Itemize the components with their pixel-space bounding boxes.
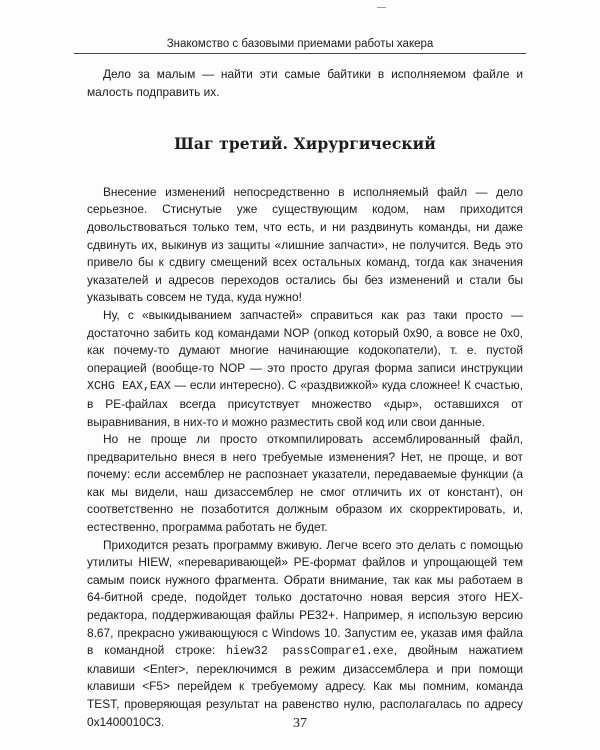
section-heading: Шаг третий. Хирургический <box>174 134 436 154</box>
paragraph-1: Внесение изменений непосредственно в исполняемый файл — дело серьезное. Стиснутые уже существующим кодом, нам приходится довольствоваться только тем, что есть, и ни раздвинуть команды, ни даже сдвинуть их, выкинув из защиты «лишние запчасти», не получится. Ведь это привело бы к сдвигу смещений всех остальных команд, тогда как значения указателей и адресов переходов остались бы без изменений и стали бы указывать совсем не туда, куда нужно! <box>87 184 523 305</box>
paragraph-4-start: Приходится резать программу вживую. Легче всего это делать с помощью утилиты HIEW, «переваривающей» PE-формат файлов и упрощающей тем самым поиск нужного фрагмента. Обрати внимание, так как мы работаем в 64-битной среде, подойдет только достаточно новая версия этого HEX-редактора, поддерживающая файлы PE32+. Например, я использую версию 8.67, прекрасно уживающуюся с Windows 10. Запустим ее, указав имя файла в командной строке: <box>87 537 523 658</box>
intro-paragraph: Дело за малым — найти эти самые байтики в исполняемом файле и малость подправить их. <box>87 67 523 99</box>
code-xchg: XCHG EAX,EAX <box>87 380 171 394</box>
page-number: 37 <box>293 716 307 731</box>
paragraph-3: Но не проще ли просто откомпилировать ассемблированный файл, предварительно внеся в него требуемые изменения? Нет, не проще, и вот почему: если ассемблер не распознает указатели, передаваемые функции (а как мы видели, наш дизассемблер не смог отличить их от констант), он соответственно не позаботится должным образом их скорректировать, и, естественно, программа работать не будет. <box>87 432 523 535</box>
header-divider <box>74 53 526 54</box>
paragraph-4-end: , двойным нажатием клавиши <Enter>, переключимся в режим дизассемблера и при помощи клавиши <F5> перейдем к требуемому адресу. Как мы помним, команда TEST, проверяющая результат на равенство нулю, располагалась по адресу 0x1400010C3. <box>87 643 523 729</box>
paragraph-2 <box>87 307 523 431</box>
page-body <box>87 66 523 731</box>
paragraph-2-end: — если интересно). С «раздвижкой» куда сложнее! К счастью, в PE-файлах всегда присутствует множество «дыр», оставшихся от выравнивания, в них-то и можно разместить свой код или свои данные. <box>87 378 523 429</box>
running-header: Знакомство с базовыми приемами работы хакера <box>166 38 434 50</box>
code-hiew-command: hiew32 passCompare1.exe <box>226 645 394 659</box>
scan-mark <box>377 7 386 8</box>
paragraph-4 <box>87 537 523 732</box>
paragraph-2-start: Ну, с «выкидыванием запчастей» справиться как раз таки просто — достаточно забить код командами NOP (опкод который 0x90, а вовсе не 0x0, как почему-то думают многие начинающие кодокопатели), т. е. пустой операцией (вообще-то NOP — это просто другая форма записи инструкции <box>87 307 523 375</box>
